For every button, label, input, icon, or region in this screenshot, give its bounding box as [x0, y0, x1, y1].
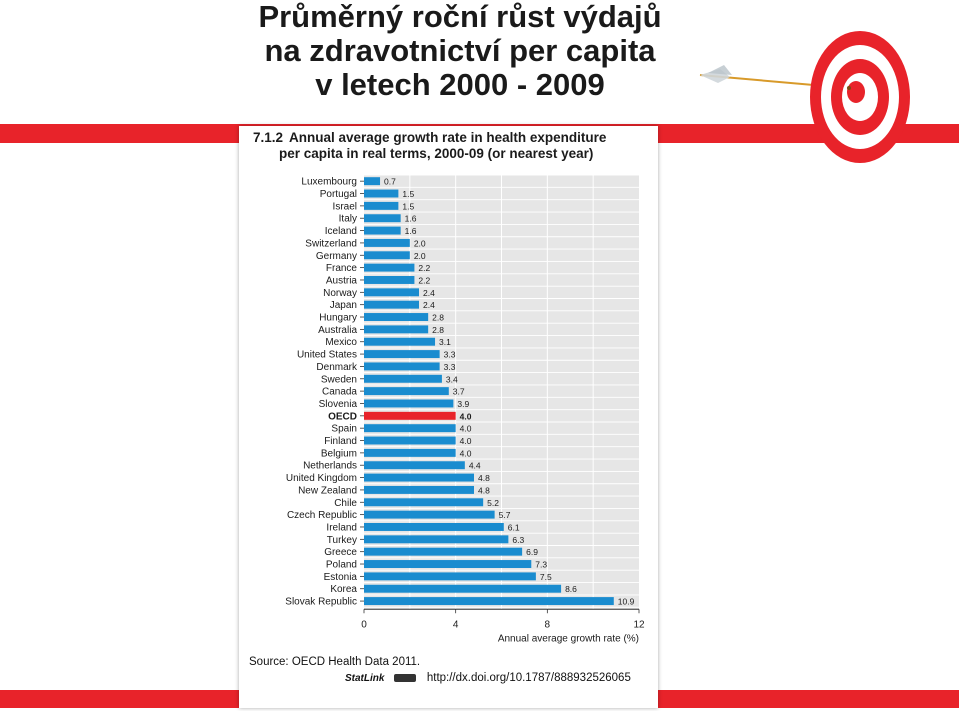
- x-axis-label: Annual average growth rate (%): [497, 633, 639, 645]
- category-label: Switzerland: [305, 238, 357, 250]
- bar-spain: [364, 424, 456, 432]
- bar-czech-republic: [364, 511, 495, 519]
- bar-ireland: [364, 523, 504, 531]
- data-label: 4.4: [468, 460, 481, 471]
- bar-austria: [364, 276, 414, 284]
- x-tick-label: 12: [633, 619, 645, 631]
- category-label: Luxembourg: [301, 176, 357, 188]
- category-label: United Kingdom: [285, 473, 357, 485]
- category-label: Japan: [329, 300, 357, 312]
- data-label: 3.3: [443, 349, 456, 360]
- category-label: Mexico: [325, 337, 357, 349]
- x-tick-label: 4: [452, 619, 459, 631]
- data-label: 1.6: [404, 213, 417, 224]
- bar-united-states: [364, 350, 440, 358]
- chart-number: 7.1.2: [253, 130, 284, 145]
- target-arrow-icon: [690, 25, 920, 165]
- category-label: Sweden: [320, 374, 357, 386]
- data-label: 4.0: [459, 436, 472, 446]
- data-label: 2.8: [432, 324, 444, 335]
- bar-poland: [364, 560, 531, 568]
- bar-switzerland: [364, 239, 410, 247]
- data-label: 2.0: [413, 238, 426, 249]
- statlink-row: [345, 672, 631, 684]
- category-label: Slovak Republic: [285, 596, 357, 608]
- bar-chart: [239, 170, 658, 650]
- bar-slovenia: [364, 400, 453, 408]
- bar-hungary: [364, 313, 428, 321]
- bar-portugal: [364, 190, 398, 198]
- data-label: 5.2: [487, 497, 499, 508]
- category-label: Ireland: [326, 522, 357, 534]
- bar-new-zealand: [364, 486, 474, 494]
- source-note: Source: OECD Health Data 2011.: [249, 656, 421, 668]
- category-label: OECD: [328, 411, 357, 423]
- x-tick-label: 0: [361, 619, 367, 631]
- category-label: France: [325, 263, 357, 275]
- data-label: 6.3: [512, 534, 525, 545]
- bar-chile: [364, 498, 483, 506]
- category-label: United States: [296, 349, 357, 361]
- data-label: 2.2: [418, 275, 431, 286]
- data-label: 2.0: [413, 250, 426, 261]
- category-label: Finland: [324, 436, 357, 447]
- category-label: Greece: [324, 547, 357, 559]
- bar-germany: [364, 251, 410, 259]
- data-label: 6.9: [526, 547, 538, 558]
- category-label: New Zealand: [298, 485, 357, 497]
- x-tick-label: 8: [544, 619, 551, 631]
- category-label: Hungary: [319, 312, 357, 324]
- category-label: Slovenia: [318, 398, 357, 410]
- bar-korea: [364, 585, 561, 593]
- statlink-logo-icon: [394, 674, 416, 682]
- category-label: Estonia: [323, 571, 357, 583]
- data-label: 4.8: [478, 485, 490, 496]
- category-label: Spain: [331, 423, 357, 435]
- category-label: Denmark: [316, 361, 357, 373]
- data-label: 8.6: [565, 584, 577, 595]
- category-label: Canada: [321, 386, 357, 398]
- category-label: Belgium: [320, 448, 357, 460]
- bar-belgium: [364, 449, 456, 457]
- bar-netherlands: [364, 461, 465, 469]
- category-label: Czech Republic: [286, 510, 357, 522]
- category-label: Turkey: [326, 534, 357, 546]
- data-label: 5.7: [498, 510, 511, 521]
- data-label: 4.0: [459, 448, 472, 459]
- slide-title: [150, 0, 770, 102]
- bar-slovak-republic: [364, 597, 614, 605]
- category-label: Iceland: [324, 226, 357, 238]
- chart-title-line-2: per capita in real terms, 2000-09 (or nearest year): [279, 146, 594, 161]
- data-label: 1.6: [404, 226, 417, 237]
- category-label: Israel: [332, 201, 357, 213]
- category-label: Austria: [325, 275, 357, 287]
- bar-luxembourg: [364, 177, 380, 185]
- category-label: Norway: [323, 287, 357, 299]
- chart-title-line-1: Annual average growth rate in health expenditure: [289, 130, 607, 145]
- data-label: 4.0: [459, 423, 472, 434]
- category-label: Poland: [325, 559, 357, 571]
- bar-norway: [364, 288, 419, 296]
- bar-estonia: [364, 572, 536, 580]
- data-label: 1.5: [402, 201, 415, 212]
- chart-title: [253, 130, 653, 162]
- category-label: Italy: [338, 213, 357, 225]
- bar-denmark: [364, 362, 440, 370]
- bar-iceland: [364, 227, 401, 235]
- data-label: 3.7: [452, 386, 465, 397]
- data-label: 3.9: [457, 398, 470, 409]
- category-label: Germany: [315, 250, 357, 262]
- statlink-url[interactable]: http://dx.doi.org/10.1787/888932526065: [426, 672, 631, 684]
- data-label: 7.5: [539, 571, 552, 582]
- data-label: 2.2: [418, 263, 431, 274]
- statlink-label: StatLink: [345, 673, 385, 684]
- data-label: 3.3: [443, 361, 456, 372]
- bar-canada: [364, 387, 449, 395]
- data-label: 0.7: [384, 176, 396, 187]
- category-label: Chile: [334, 497, 357, 509]
- bar-france: [364, 264, 414, 272]
- data-label: 2.4: [423, 287, 435, 298]
- category-label: Netherlands: [303, 460, 357, 472]
- bar-israel: [364, 202, 398, 210]
- bar-australia: [364, 325, 428, 333]
- data-label: 2.8: [432, 312, 444, 323]
- chart-panel: [239, 126, 658, 708]
- bar-japan: [364, 301, 419, 309]
- bar-sweden: [364, 375, 442, 383]
- data-label: 10.9: [617, 596, 635, 607]
- bar-oecd: [364, 412, 456, 420]
- bar-italy: [364, 214, 401, 222]
- data-label: 4.8: [478, 473, 490, 484]
- slide-title-line-2: na zdravotnictví per capita: [264, 33, 656, 68]
- bar-greece: [364, 548, 522, 556]
- category-label: Portugal: [319, 189, 357, 200]
- data-label: 3.4: [445, 374, 458, 385]
- bar-mexico: [364, 338, 435, 346]
- bar-finland: [364, 437, 456, 445]
- data-label: 3.1: [439, 337, 451, 348]
- slide-title-line-1: Průměrný roční růst výdajů: [258, 0, 662, 34]
- slide-title-line-3: v letech 2000 - 2009: [315, 67, 605, 102]
- data-label: 7.3: [535, 559, 548, 570]
- data-label: 4.0: [459, 411, 472, 422]
- category-label: Korea: [330, 584, 357, 596]
- data-label: 2.4: [423, 300, 435, 311]
- data-label: 6.1: [507, 522, 520, 533]
- bar-united-kingdom: [364, 474, 474, 482]
- data-label: 1.5: [402, 189, 415, 199]
- bar-turkey: [364, 535, 508, 543]
- category-label: Australia: [318, 324, 357, 336]
